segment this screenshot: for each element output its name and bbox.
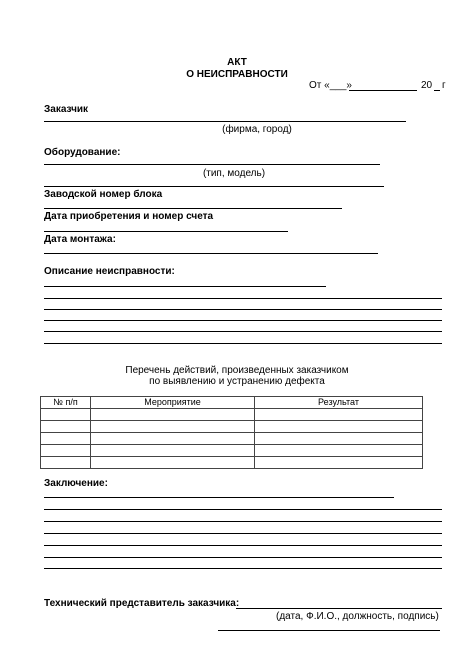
table-row	[41, 445, 423, 457]
description-line-3[interactable]	[44, 309, 442, 310]
description-label: Описание неисправности:	[44, 266, 175, 277]
conclusion-line-6[interactable]	[44, 557, 442, 558]
serial-field[interactable]	[44, 208, 342, 209]
description-line-1[interactable]	[44, 286, 326, 287]
actions-table	[40, 396, 423, 469]
equipment-field[interactable]	[44, 164, 380, 165]
table-cell[interactable]	[91, 457, 255, 469]
date-year: 20	[421, 80, 433, 91]
customer-label: Заказчик	[44, 104, 89, 115]
actions-table-header	[41, 397, 423, 409]
signature-field[interactable]	[236, 608, 442, 609]
conclusion-line-7[interactable]	[44, 568, 442, 569]
document-title: АКТ	[227, 57, 247, 68]
table-row	[41, 457, 423, 469]
table-cell[interactable]	[255, 445, 423, 457]
conclusion-line-3[interactable]	[44, 521, 442, 522]
table-cell[interactable]	[91, 421, 255, 433]
description-line-2[interactable]	[44, 298, 442, 299]
install-field[interactable]	[44, 253, 378, 254]
install-label: Дата монтажа:	[44, 234, 116, 245]
equipment-label: Оборудование:	[44, 147, 121, 158]
signature-label: Технический представитель заказчика:	[44, 598, 240, 609]
description-line-4[interactable]	[44, 320, 442, 321]
conclusion-label: Заключение:	[44, 478, 108, 489]
actions-title-line1: Перечень действий, произведенных заказчиком	[125, 365, 349, 376]
equipment-field-2[interactable]	[44, 186, 384, 187]
conclusion-line-5[interactable]	[44, 545, 442, 546]
table-row	[41, 433, 423, 445]
table-cell[interactable]	[91, 409, 255, 421]
table-cell[interactable]	[255, 409, 423, 421]
table-cell[interactable]	[91, 445, 255, 457]
conclusion-line-4[interactable]	[44, 533, 442, 534]
table-cell[interactable]	[255, 421, 423, 433]
date-prefix: От «___»	[309, 80, 352, 91]
table-cell[interactable]	[91, 433, 255, 445]
table-row	[41, 421, 423, 433]
purchase-label: Дата приобретения и номер счета	[44, 211, 214, 222]
date-year-line[interactable]	[434, 90, 440, 91]
table-cell[interactable]	[255, 433, 423, 445]
column-header-action: Мероприятие	[91, 397, 255, 409]
column-header-number: № п/п	[41, 397, 91, 409]
serial-label: Заводской номер блока	[44, 189, 163, 200]
table-cell[interactable]	[255, 457, 423, 469]
table-cell[interactable]	[41, 409, 91, 421]
document-subtitle: О НЕИСПРАВНОСТИ	[186, 69, 288, 80]
purchase-field[interactable]	[44, 231, 288, 232]
signature-field-2[interactable]	[218, 630, 440, 631]
equipment-hint: (тип, модель)	[202, 168, 266, 179]
table-cell[interactable]	[41, 445, 91, 457]
conclusion-line-2[interactable]	[44, 509, 442, 510]
actions-title-line2: по выявлению и устранению дефекта	[149, 376, 325, 387]
signature-hint: (дата, Ф.И.О., должность, подпись)	[276, 611, 439, 622]
date-suffix: г	[442, 80, 446, 91]
column-header-result: Результат	[255, 397, 423, 409]
description-line-5[interactable]	[44, 331, 442, 332]
customer-hint: (фирма, город)	[222, 124, 292, 135]
customer-field[interactable]	[44, 121, 406, 122]
table-cell[interactable]	[41, 457, 91, 469]
description-line-6[interactable]	[44, 343, 442, 344]
table-cell[interactable]	[41, 421, 91, 433]
date-month-line[interactable]	[349, 90, 417, 91]
conclusion-line-1[interactable]	[44, 497, 394, 498]
table-cell[interactable]	[41, 433, 91, 445]
table-row	[41, 409, 423, 421]
